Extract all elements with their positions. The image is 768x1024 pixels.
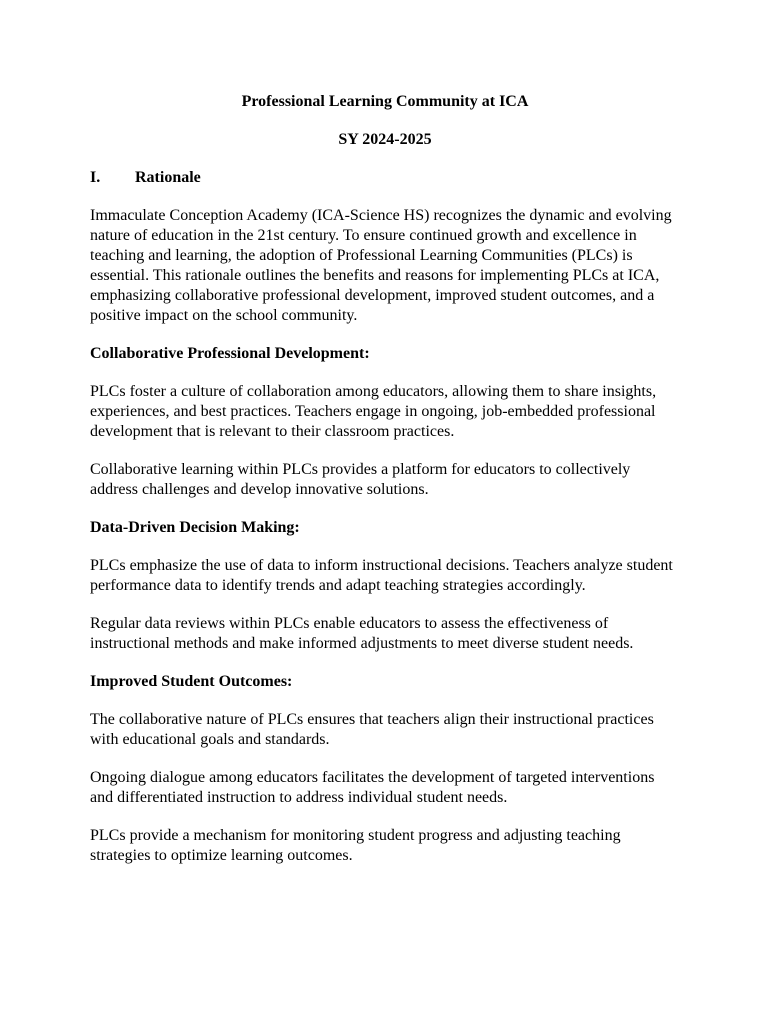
subsection-heading: Data-Driven Decision Making: xyxy=(90,519,300,536)
subsection-paragraph: PLCs foster a culture of collaboration among educators, allowing them to share insights, experiences, and best practices. Teachers engage in ongoing, job-embedded professional development that is relevant to their classroom practices. xyxy=(90,383,657,440)
subsection-paragraph: PLCs provide a mechanism for monitoring student progress and adjusting teaching strategies to optimize learning outcomes. xyxy=(90,827,621,864)
subsection-heading: Improved Student Outcomes: xyxy=(90,673,293,690)
subsection-paragraph: Regular data reviews within PLCs enable educators to assess the effectiveness of instructional methods and make informed adjustments to meet diverse student needs. xyxy=(90,615,634,652)
subsection-heading: Collaborative Professional Development: xyxy=(90,345,370,362)
subsection-paragraph: The collaborative nature of PLCs ensures that teachers align their instructional practices with educational goals and standards. xyxy=(90,711,654,748)
document-subtitle: SY 2024-2025 xyxy=(338,131,432,148)
subsection-paragraph: Collaborative learning within PLCs provides a platform for educators to collectively address challenges and develop innovative solutions. xyxy=(90,461,631,498)
document-title: Professional Learning Community at ICA xyxy=(241,93,529,110)
subsection-paragraph: Ongoing dialogue among educators facilitates the development of targeted interventions and differentiated instruction to address individual student needs. xyxy=(90,769,655,806)
intro-paragraph: Immaculate Conception Academy (ICA-Science HS) recognizes the dynamic and evolving nature of education in the 21st century. To ensure continued growth and excellence in teaching and learning, the adoption of Professional Learning Communities (PLCs) is essential. This rationale outlines the benefits and reasons for implementing PLCs at ICA, emphasizing collaborative professional development, improved student outcomes, and a positive impact on the school community. xyxy=(90,207,672,324)
section-number: I. xyxy=(90,169,101,186)
section-heading xyxy=(90,168,680,188)
section-title: Rationale xyxy=(135,169,201,186)
subsection-paragraph: PLCs emphasize the use of data to inform instructional decisions. Teachers analyze student performance data to identify trends and adapt teaching strategies accordingly. xyxy=(90,557,673,594)
document-body xyxy=(90,92,680,884)
